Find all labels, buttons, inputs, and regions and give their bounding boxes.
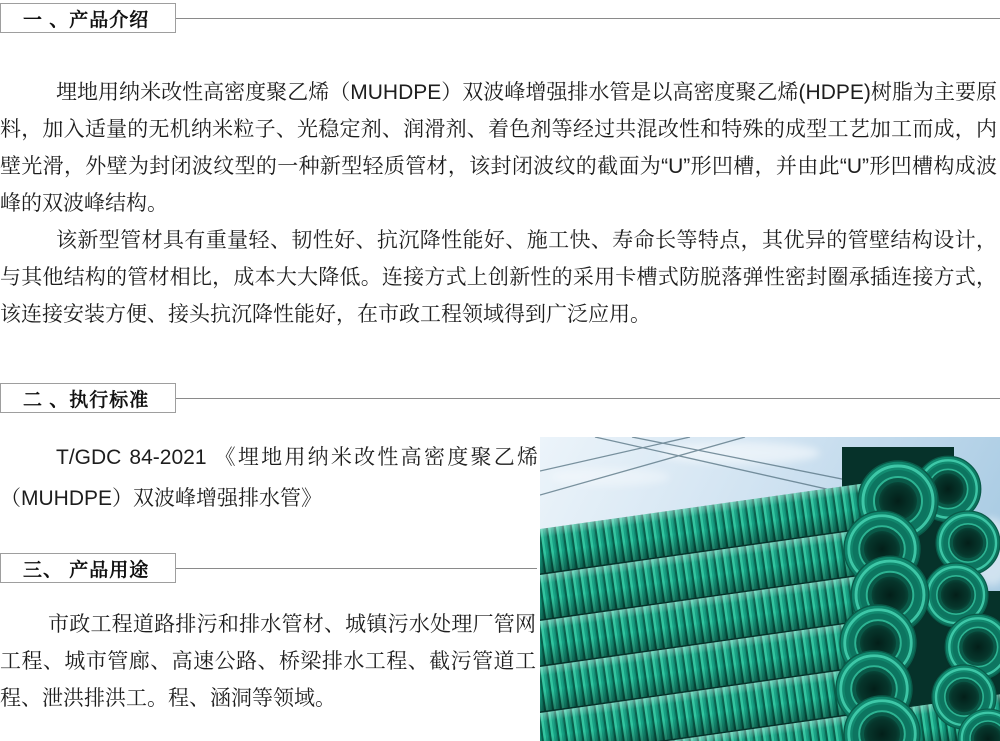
pipes-photo-illustration [540, 437, 1000, 741]
standard-body [0, 437, 538, 519]
usage-body [0, 606, 536, 717]
standard-paragraph: T/GDC 84-2021 《埋地用纳米改性高密度聚乙烯（MUHDPE）双波峰增强排水管》 [0, 446, 538, 510]
section-rule-standard [176, 398, 1000, 399]
intro-paragraph-2: 该新型管材具有重量轻、韧性好、抗沉降性能好、施工快、寿命长等特点，其优异的管壁结构设计，与其他结构的管材相比，成本大大降低。连接方式上创新性的采用卡槽式防脱落弹性密封圈承插连接方式，该连接安装方便、接头抗沉降性能好，在市政工程领域得到广泛应用。 [0, 229, 997, 326]
section-rule-usage [176, 568, 537, 569]
section-title-usage: 三、 产品用途 [0, 553, 176, 583]
usage-paragraph: 市政工程道路排污和排水管材、城镇污水处理厂管网工程、城市管廊、高速公路、桥梁排水工程、截污管道工程、泄洪排洪工。程、涵洞等领域。 [0, 613, 536, 710]
section-title-intro: 一 、产品介绍 [0, 3, 176, 33]
section-title-standard: 二 、执行标准 [0, 383, 176, 413]
intro-body [0, 74, 997, 333]
intro-paragraph-1: 埋地用纳米改性高密度聚乙烯（MUHDPE）双波峰增强排水管是以高密度聚乙烯(HDPE)树脂为主要原料，加入适量的无机纳米粒子、光稳定剂、润滑剂、着色剂等经过共混改性和特殊的成型工艺加工而成，内壁光滑，外壁为封闭波纹型的一种新型轻质管材，该封闭波纹的截面为“U”形凹槽，并由此“U”形凹槽构成波峰的双波峰结构。 [0, 81, 997, 215]
section-rule-intro [176, 18, 1000, 19]
pipes-photo [540, 437, 1000, 741]
